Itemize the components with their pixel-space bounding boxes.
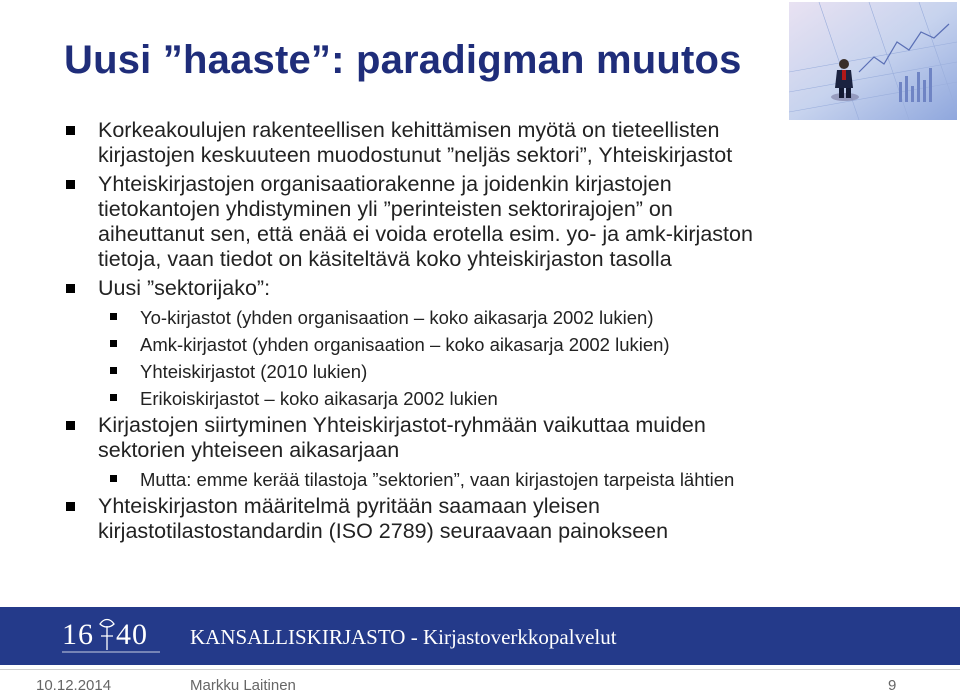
bullet-line: Mutta: emme kerää tilastoja ”sektorien”, vaan kirjastojen tarpeista lähtien <box>140 469 735 490</box>
bullet-item <box>64 413 854 463</box>
sub-bullet-item <box>64 359 854 385</box>
bullet-line: Yhteiskirjaston määritelmä pyritään saamaan yleisen <box>98 494 600 518</box>
square-bullet-icon <box>110 475 117 482</box>
bullet-item <box>64 276 854 301</box>
bullet-line: tietoja, vaan tiedot on käsiteltävä koko yhteiskirjaston tasolla <box>98 247 672 271</box>
square-bullet-icon <box>66 284 75 293</box>
bullet-line: sektorien yhteiseen aikasarjaan <box>98 438 400 462</box>
footer-divider <box>0 669 960 670</box>
footer-date: 10.12.2014 <box>36 677 112 694</box>
sub-bullet-item <box>64 332 854 358</box>
bullet-list <box>64 118 854 548</box>
square-bullet-icon <box>110 394 117 401</box>
slide-title: Uusi ”haaste”: paradigman muutos <box>64 38 742 82</box>
square-bullet-icon <box>66 421 75 430</box>
square-bullet-icon <box>110 367 117 374</box>
bullet-line: Uusi ”sektorijako”: <box>98 276 271 300</box>
bullet-line: Yhteiskirjastojen organisaatiorakenne ja joidenkin kirjastojen <box>98 172 672 196</box>
bullet-item <box>64 118 854 168</box>
kansalliskirjasto-logo <box>60 610 164 660</box>
footer-organization: KANSALLISKIRJASTO - Kirjastoverkkopalvelut <box>190 625 617 649</box>
bullet-item <box>64 172 854 272</box>
square-bullet-icon <box>110 340 117 347</box>
bullet-line: Kirjastojen siirtyminen Yhteiskirjastot-ryhmään vaikuttaa muiden <box>98 413 706 437</box>
bullet-line: Yo-kirjastot (yhden organisaation – koko aikasarja 2002 lukien) <box>140 307 654 328</box>
bullet-item <box>64 494 854 544</box>
footer-author: Markku Laitinen <box>190 677 296 694</box>
bullet-line: Amk-kirjastot (yhden organisaation – koko aikasarja 2002 lukien) <box>140 334 670 355</box>
square-bullet-icon <box>66 180 75 189</box>
page-number: 9 <box>888 677 897 694</box>
bullet-line: Korkeakoulujen rakenteellisen kehittämisen myötä on tieteellisten <box>98 118 720 142</box>
bullet-line: kirjastotilastostandardin (ISO 2789) seuraavaan painokseen <box>98 519 669 543</box>
sub-bullet-item <box>64 467 854 493</box>
bullet-line: kirjastojen keskuuteen muodostunut ”neljäs sektori”, Yhteiskirjastot <box>98 143 733 167</box>
bullet-line: aiheuttanut sen, että enää ei voida erotella esim. yo- ja amk-kirjaston <box>98 222 753 246</box>
svg-text:40: 40 <box>116 618 148 651</box>
square-bullet-icon <box>66 126 75 135</box>
svg-text:16: 16 <box>62 618 94 651</box>
square-bullet-icon <box>110 313 117 320</box>
bullet-line: Yhteiskirjastot (2010 lukien) <box>140 361 368 382</box>
square-bullet-icon <box>66 502 75 511</box>
sub-bullet-item <box>64 386 854 412</box>
businessman-on-chart-picture <box>789 2 957 120</box>
bullet-line: tietokantojen yhdistyminen yli ”perinteisten sektorirajojen” on <box>98 197 673 221</box>
sub-bullet-item <box>64 305 854 331</box>
bullet-line: Erikoiskirjastot – koko aikasarja 2002 lukien <box>140 388 498 409</box>
